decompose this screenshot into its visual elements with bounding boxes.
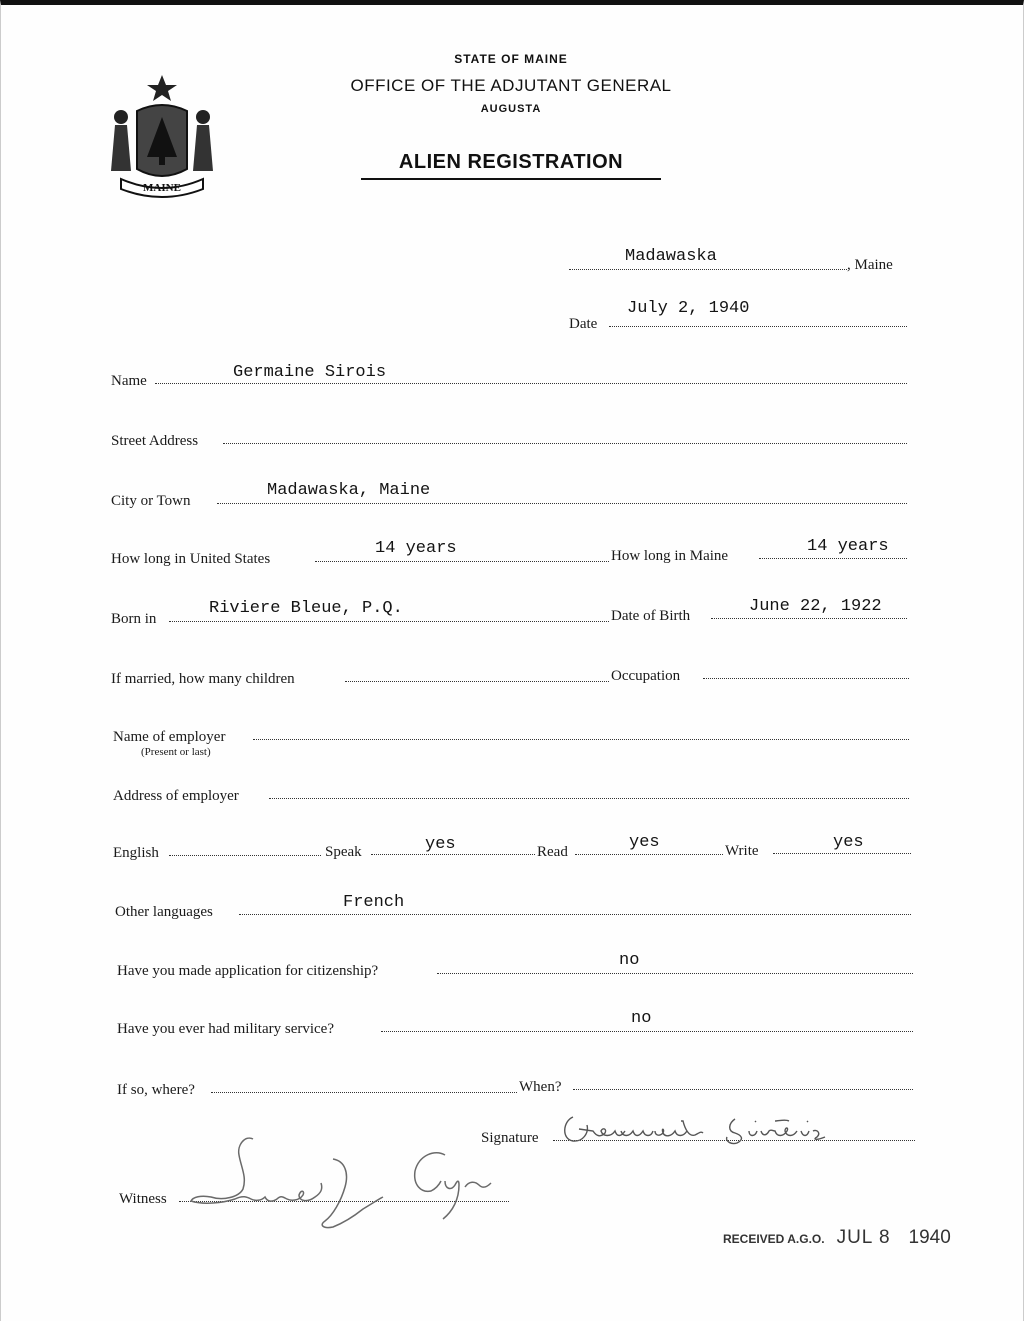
born-in-line: [169, 621, 609, 622]
stamp-received-text: RECEIVED A.G.O.: [723, 1232, 825, 1246]
military-value: no: [631, 1009, 652, 1028]
when-line: [573, 1089, 913, 1090]
form-title: ALIEN REGISTRATION: [361, 151, 661, 180]
city-value: Madawaska, Maine: [267, 481, 431, 500]
header-city: AUGUSTA: [480, 103, 542, 115]
children-line: [345, 681, 609, 682]
street-label: Street Address: [111, 433, 199, 449]
english-label: English: [113, 845, 159, 861]
city-label: City or Town: [111, 493, 191, 509]
svg-text:MAINE: MAINE: [143, 182, 181, 194]
employer-address-line: [269, 798, 909, 799]
witness-label: Witness: [119, 1191, 167, 1207]
employer-line: [253, 739, 909, 740]
citizenship-line: [437, 973, 913, 974]
occupation-label: Occupation: [611, 668, 681, 684]
received-stamp: [723, 1227, 951, 1249]
stamp-date: JUL 8: [836, 1227, 891, 1248]
maine-state-seal-icon: [107, 71, 217, 199]
military-label: Have you ever had military service?: [117, 1021, 334, 1037]
city-line: [217, 503, 907, 504]
speak-value: yes: [425, 835, 456, 854]
how-long-maine-value: 14 years: [807, 537, 889, 556]
date-of-birth-value: June 22, 1922: [749, 597, 882, 616]
date-of-birth-line: [711, 618, 907, 619]
how-long-us-value: 14 years: [375, 539, 457, 558]
witness-handwriting: [183, 1131, 503, 1231]
read-label: Read: [537, 844, 568, 860]
employer-address-label: Address of employer: [113, 788, 239, 804]
name-value: Germaine Sirois: [233, 363, 387, 382]
date-line: [609, 326, 907, 327]
how-long-us-label: How long in United States: [111, 551, 271, 567]
signature-label: Signature: [481, 1130, 539, 1146]
header-state: STATE OF MAINE: [454, 52, 568, 66]
english-line: [169, 855, 321, 856]
how-long-us-line: [315, 561, 609, 562]
children-label: If married, how many children: [111, 671, 295, 687]
military-line: [381, 1031, 913, 1032]
stamp-year: 1940: [908, 1227, 951, 1248]
write-line: [773, 853, 911, 854]
speak-label: Speak: [325, 844, 362, 860]
date-value: July 2, 1940: [627, 299, 750, 318]
born-in-label: Born in: [111, 611, 157, 627]
employer-sublabel: (Present or last): [141, 746, 211, 758]
where-line: [211, 1092, 517, 1093]
other-languages-value: French: [343, 893, 405, 912]
born-in-value: Riviere Bleue, P.Q.: [209, 599, 403, 618]
read-value: yes: [629, 833, 660, 852]
citizenship-value: no: [619, 951, 640, 970]
place-value: Madawaska: [625, 247, 717, 266]
how-long-maine-label: How long in Maine: [611, 548, 729, 564]
date-of-birth-label: Date of Birth: [611, 608, 691, 624]
street-line: [223, 443, 907, 444]
when-label: When?: [519, 1079, 562, 1095]
where-label: If so, where?: [117, 1082, 195, 1098]
name-label: Name: [111, 373, 147, 389]
other-languages-line: [239, 914, 911, 915]
speak-line: [371, 854, 535, 855]
place-suffix: , Maine: [847, 257, 893, 273]
write-value: yes: [833, 833, 864, 852]
how-long-maine-line: [759, 558, 907, 559]
name-line: [155, 383, 907, 384]
occupation-line: [703, 678, 909, 679]
citizenship-label: Have you made application for citizenship?: [117, 963, 379, 979]
header-office: OFFICE OF THE ADJUTANT GENERAL: [350, 76, 672, 95]
place-line: [569, 269, 847, 270]
employer-label: Name of employer: [113, 729, 226, 745]
signature-handwriting: [559, 1107, 849, 1151]
write-label: Write: [725, 843, 759, 859]
date-label: Date: [569, 316, 598, 332]
other-languages-label: Other languages: [115, 904, 213, 920]
read-line: [575, 854, 723, 855]
